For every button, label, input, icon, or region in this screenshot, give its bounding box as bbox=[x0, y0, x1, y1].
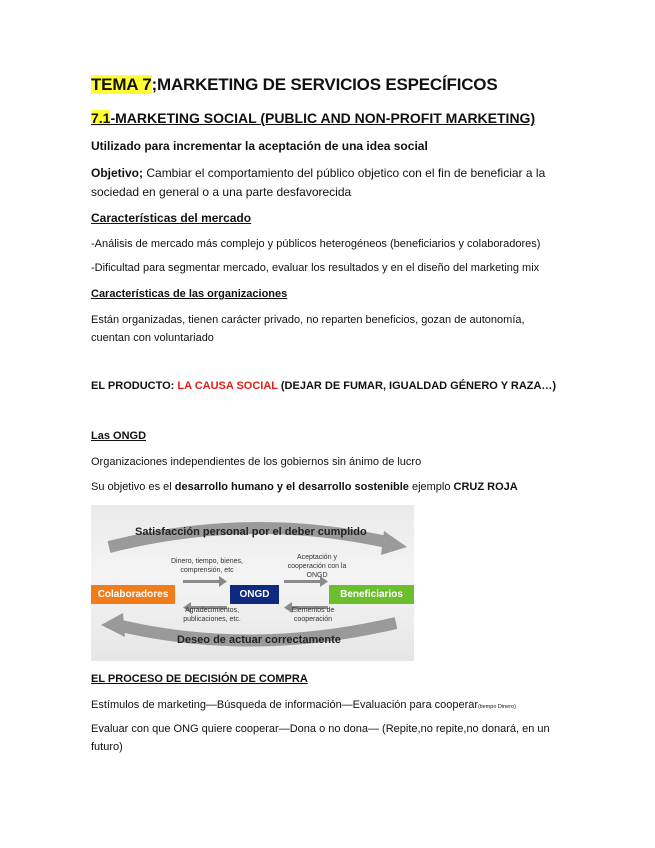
mercado-item-1: -Análisis de mercado más complejo y públicos heterogéneos (beneficiarios y colaboradores) bbox=[91, 238, 541, 250]
colaboradores-box: Colaboradores bbox=[91, 585, 175, 604]
ongd-line-2-d: CRUZ ROJA bbox=[453, 481, 518, 493]
objetivo-text: Cambiar el comportamiento del público objetico con el fin de beneficiar a la sociedad en general o a una parte desfavorecida bbox=[91, 166, 546, 199]
organizaciones-text: Están organizadas, tienen carácter privado, no reparten beneficios, gozan de autonomía, cuentan con voluntariado bbox=[91, 314, 525, 344]
beneficiarios-box: Beneficiarios bbox=[329, 585, 414, 604]
ongd-line-2-a: Su objetivo es el bbox=[91, 481, 175, 493]
subtitle-highlight: 7.1 bbox=[91, 110, 111, 126]
proceso-line-2: Evaluar con que ONG quiere cooperar—Dona o no dona— (Repite,no repite,no donará, en un futuro) bbox=[91, 723, 550, 753]
ongd-line-2-c: ejemplo bbox=[408, 481, 454, 493]
page-title bbox=[91, 75, 497, 95]
proceso-line-1-small: (tiempo Dinero) bbox=[478, 704, 516, 710]
diagram-note-top-left: Dinero, tiempo, bienes, comprensión, etc bbox=[171, 558, 243, 574]
producto-rest: (DEJAR DE FUMAR, IGUALDAD GÉNERO Y RAZA…) bbox=[277, 380, 557, 392]
diagram-top-text: Satisfacción personal por el deber cumplido bbox=[135, 526, 367, 538]
mercado-item-2: -Dificultad para segmentar mercado, evaluar los resultados y en el diseño del marketing mix bbox=[91, 262, 540, 274]
ongd-diagram bbox=[91, 505, 414, 661]
diagram-bottom-text: Deseo de actuar correctamente bbox=[177, 634, 341, 646]
proceso-line-1 bbox=[91, 699, 516, 711]
diagram-note-bottom-right: Elementos de cooperación bbox=[291, 607, 335, 623]
producto-line bbox=[91, 380, 556, 392]
producto-cause: LA CAUSA SOCIAL bbox=[177, 380, 278, 392]
producto-label: EL PRODUCTO: bbox=[91, 380, 178, 392]
ongd-heading: Las ONGD bbox=[91, 430, 147, 442]
arrow-left-top bbox=[183, 580, 219, 583]
arrowhead-left-top bbox=[219, 576, 227, 587]
diagram-note-bottom-left: Agradecimientos, publicaciones, etc. bbox=[183, 607, 241, 623]
organizaciones-heading: Características de las organizaciones bbox=[91, 288, 288, 300]
ongd-box: ONGD bbox=[230, 585, 279, 604]
section-subtitle bbox=[91, 110, 535, 126]
ongd-line-2-b: desarrollo humano y el desarrollo sostenible bbox=[174, 481, 409, 493]
diagram-note-top-right: Aceptación y cooperación con la ONGD bbox=[287, 554, 347, 579]
ongd-line-1: Organizaciones independientes de los gobiernos sin ánimo de lucro bbox=[91, 456, 422, 468]
title-highlight: TEMA 7 bbox=[91, 75, 152, 94]
proceso-line-1-text: Estímulos de marketing—Búsqueda de información—Evaluación para cooperar bbox=[91, 699, 479, 711]
top-curve-arrowhead bbox=[381, 531, 407, 555]
proceso-heading: EL PROCESO DE DECISIÓN DE COMPRA bbox=[91, 673, 308, 685]
intro-text: Utilizado para incrementar la aceptación de una idea social bbox=[91, 139, 428, 153]
ongd-line-2 bbox=[91, 481, 518, 493]
arrow-right-top bbox=[284, 580, 320, 583]
subtitle-rest: -MARKETING SOCIAL (PUBLIC AND NON-PROFIT MARKETING) bbox=[110, 110, 536, 126]
mercado-heading: Características del mercado bbox=[91, 211, 252, 225]
objetivo-paragraph bbox=[91, 164, 561, 202]
title-rest: ;MARKETING DE SERVICIOS ESPECÍFICOS bbox=[151, 75, 498, 94]
bottom-curve-arrowhead bbox=[101, 613, 125, 637]
objetivo-label: Objetivo; bbox=[91, 166, 144, 180]
